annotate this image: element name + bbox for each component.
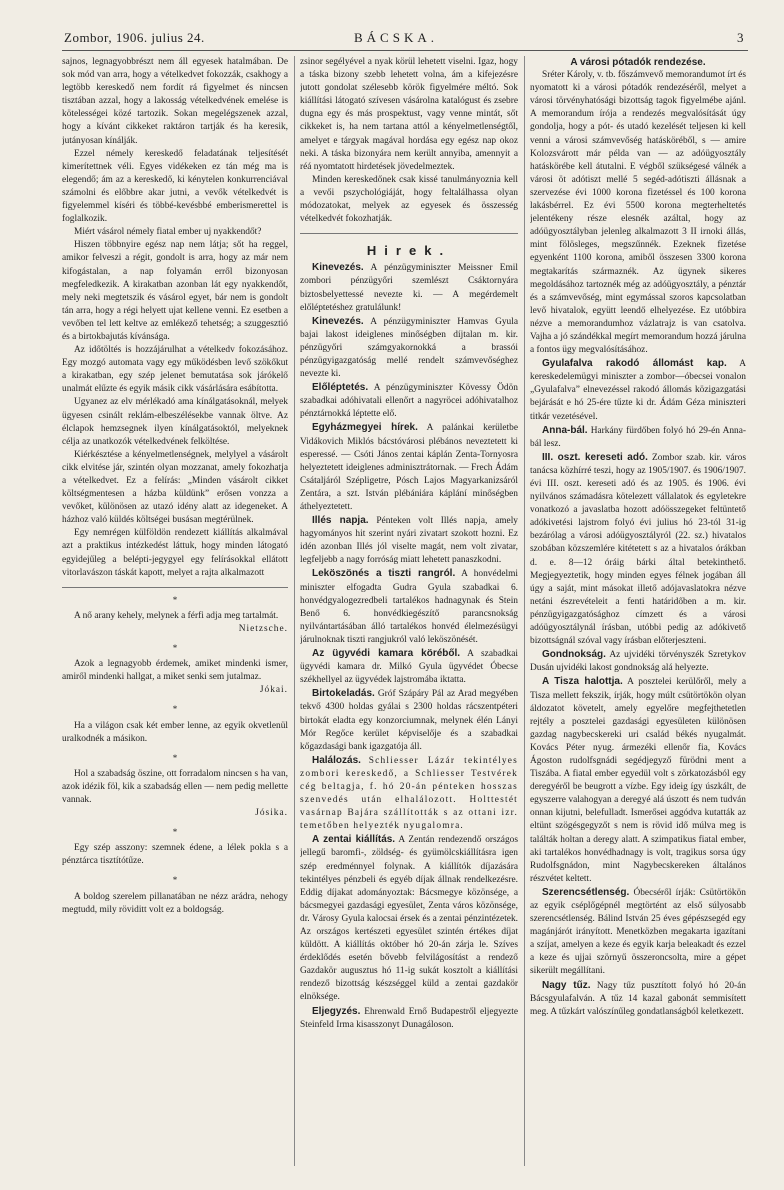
article-paragraph: Egy nemrégen külföldön rendezett kiállítás alkalmával azt a praktikus intézkedést láttuk, hogy minden látogató egyidejűleg a belépti-jegygyel egy felírásokkal ellátott vitorlavászon táskát kapott, melyet a rajta alkalmazott xyxy=(62,528,288,578)
quote: A boldog szerelem pillanatában ne nézz arádra, nehogy megtudd, mily röviditt volt ez a boldogság. xyxy=(62,891,288,915)
article-paragraph: Miért vásárol némely fiatal ember uj nyakkendőt? xyxy=(74,227,262,238)
news-text: A pénzügyminiszter Meissner Emil zombori pénzügyőri szemlészt Csáktornyára biztosbelyettessé nevezte ki. — A megérdemelt előléptetéshez gratulálunk! xyxy=(300,263,518,313)
news-text: Az ujvidéki törvényszék Szretykov Dusán ujvidéki lakost gondnokság alá helyezte. xyxy=(530,650,746,674)
quote-separator: * xyxy=(172,643,178,654)
quote: Egy szép asszony: szemnek édene, a lélek pokla s a pénztárca tisztítótűze. xyxy=(62,843,288,867)
news-heading: Birtokeladás. xyxy=(312,688,375,700)
news-text: A posztelei kerülőről, mely a Tisza mellett fekszik, írják, hogy múlt csütörtökön olyan áldozatot követelt, amely egyelőre megfejthetetlen rejtély a posztelei gazdasági egyesületen különösen gazdag nagybecskereki uri család békés nyugalmát. Kovács Péter nyug. ármezéki ellenőr fia, Kovács Ágoston rudolfsgnádi segédjegyző fürödni ment a Tiszába. A fiatal ember egyedül volt s zörkatozásból egy deregyéről be beugrott a vízbe. Egy ideig így úszkált, de egyszerre valahogyan a deregyé alá úszott és nem tudván onnan kijutni, belefulladt. Ismerősei aggódva kutatták az eltünt szögésgegyzőt s nem is rövid idő múlva meg is találták holtan a deregy alatt. A szimpatikus fiatal ember, aki tartalékos honvédhadnagy is volt, tragikus sorsa úgy Rudolfsgnádon, mint Nagybecskereken általános részvétet keltett. xyxy=(530,677,746,884)
news-heading: III. oszt. kereseti adó. xyxy=(542,451,648,463)
news-text: A palánkai kerületbe Vidákovich Miklós bácstóvárosi plébános neveztetett ki esperessé. — Csóti János zentai káplán Zenta-Tornyosra helyeztetett ideiglenes adminisztrátornak. — Frech Ádám Csátaljáról Szépligetre, Pósch Lajos Magyarkanizsáról Zentára, a szt. István plébániára káplání minőségben áthelyeztetett. xyxy=(300,423,518,512)
quote: Ha a világon csak két ember lenne, az egyik okvetlenül uralkodnék a másikon. xyxy=(62,720,288,744)
quote-separator: * xyxy=(172,827,178,838)
quote-separator: * xyxy=(172,704,178,715)
news-text: Pénteken volt Illés napja, amely hagyományos hit szerint nyári zivatart szokott hozni. Ez idén azonban Illés jól viselte magát, nem volt zivatar, legfeljebb a nagy forróság miatt lehetett panaszkodni. xyxy=(300,516,518,566)
news-heading: A zentai kiállítás. xyxy=(312,834,396,846)
news-text: A Zentán rendezendő országos jellegű baromfi-, zöldség- és gyümölcskiállításra igen szép eredménnyel folynak. A kiállítók díjazására tekintélyes pénzbeli és egyéb díjak állnak rendelkezésre. Eddig díjakat adományoztak: Bácsmegye közönsége, a bácsmegyei gazdasági egyesület, Zenta város közönsége, dr. Városy Gyula kalocsai érsek és a zentai pénzintézetek. Az országos kertészeti egyesület szintén értékes díjat küldött. A kiállítás október hó 20-án zárja le. Szíves érdeklődés esetén bővebb felvilágosítást a rendező Gazdakör augusztus hó 11-ig sukát kosztolt a kiállítási rendező bizottság készséggel küld a zentai gazdakör elnöksége. xyxy=(300,835,518,1003)
news-text: A honvédelmi miniszter elfogadta Gudra Gyula szabadkai 6. honvédgyalogezredbeli tartalékos hadnagynak és Stein Benő 6. honvédkiegészítő parancsnokság nyilvántartásában álló tartalékos honvéd élelmezésügyi járulnoknak tiszti rangjukról való leköszönését. xyxy=(300,569,518,645)
column-3 xyxy=(530,56,746,1182)
quote: A nő arany kehely, melynek a férfi adja meg tartalmát. xyxy=(74,610,279,621)
news-text: Harkány fürdőben folyó hó 29-én Anna-bál lesz. xyxy=(530,425,746,449)
quote-separator: * xyxy=(172,752,178,763)
news-text: A pénzügyminiszter Kövessy Ödön szabadkai adóhivatali ellenőrt a nagyröcei adóhivatalhoz pénztárnokká léptette elő. xyxy=(300,383,518,420)
news-heading: Gyulafalva rakodó állomást kap. xyxy=(542,358,727,370)
quote-separator: * xyxy=(172,594,178,605)
column-divider xyxy=(524,56,525,1166)
news-heading: Anna-bál. xyxy=(542,424,588,436)
news-heading: Kinevezés. xyxy=(312,262,364,274)
news-text: Gróf Szápáry Pál az Arad megyében tekvő 4300 holdas gyálai s 2300 holdas rácszentpéteri birtokát eladta egy konzorciumnak, melynek élén Lányi Mór Regőce kerület képviselője és a szabadkai kőgazdasági bank igazgatója áll. xyxy=(300,689,518,752)
news-heading: Kinevezés. xyxy=(312,315,364,327)
column-1 xyxy=(62,56,288,1182)
news-heading: A Tisza halottja. xyxy=(542,676,623,688)
article-paragraph: Ezzel némely kereskedő feladatának teljesítését kimerítettnek véli. Egyes vidékeken ez tán még ma is elegendő; ám az a kereskedő, ki kénytelen konkurrenciával számolni és előbbre akar jutni, a vevők vételkedvét is figyelemmel kíséri és többé-kevésbbé emberismerettel is foglalkozik. xyxy=(62,148,288,225)
header-rule xyxy=(62,50,748,51)
news-text: Ehrenwald Ernő Budapestről eljegyezte Steinfeld Irma kisasszonyt Dunagáloson. xyxy=(300,1006,518,1030)
article-paragraph: Hiszen többnyire egész nap nem látja; sőt ha reggel, amikor felveszi a régit, gondolt is arra, hogy az már nem kifogástalan, a nap folyamán erről bizonyosan megfeledkezik. A kirakatban azonban lát egy nyakkendőt, mely neki megtetszik és vásárol egyet, bár nem is gondolt tán arra, hogy a régi helyett ujat kellene venni. Ez esetben a vevőben tel lett keltve az emlékező tehetség; a szuggesztió és a birtokbajutás kívánsága. xyxy=(62,240,288,342)
quote-separator: * xyxy=(172,875,178,886)
news-heading: Gondnokság. xyxy=(542,649,606,661)
news-text: Schliesser Lázár tekintélyes zombori kereskedő, a Schliesser Testvérek cég beltagja, f. hó 20-án pénteken hosszas szenvedés után elhalálozott. Holttestét vasárnap Bajára szállították s az ottani izr. temetőben helyezték nyugalomra. xyxy=(300,755,518,832)
news-heading: Az ügyvédi kamara köréből. xyxy=(312,648,461,660)
column-2 xyxy=(300,56,518,1182)
quote-author: Jókai. xyxy=(259,685,288,696)
news-text: Zombor szab. kir. város tanácsa közhírré teszi, hogy az 1905/1907. és 1906/1907. évi III. oszt. kereseti adó és az 1905. és 1906. évi nyilvános számadásra kötelezett vállalatok és egyletekre vonatkozó a javaslatba hozott adóösszegeket feltüntető adókivetési lajstrom folyó évi julius hó 23-tól 31-ig bezárólag a városi adóügyosztályról (22. sz.) hivatalos szobában közszemlére kitétetett s az a hivatalos órákban d. e. 8—12 óráig bárki által betekinthető. Megjegyeztetik, hogy minden egyes félnek jogában áll úgy a saját, mint másokat illető adójavaslatokra nézve netáni észrevételeit a fenti határidőben a m. kir. pénzügyigazgatósághoz címzett és a városi adóügyosztálynál írásban, utóbbi pedig az adókivető bizottságnál szóval vagy írásban előterjeszteni. xyxy=(530,452,746,647)
news-text: Nagy tűz pusztított folyó hó 20-án Bácsgyulafalván. A tűz 14 kazal gabonát semmisített meg. A tűzkárt valószínűleg gondatlanságból keletkezett. xyxy=(530,980,746,1017)
column-divider xyxy=(294,56,295,1166)
header-title: BÁCSKA. xyxy=(354,30,438,45)
quote-author: Nietzsche. xyxy=(238,623,288,634)
article-paragraph: sajnos, legnagyobbrészt nem áll egyesek hatalmában. De sok mód van arra, hogy a vételkedvet fokozzák, csakhogy a legtöbb kereskedő nem fordít rá figyelmet és nincsen tisztában azzal, hogy a lakosság vételkedvének emelése is kötelességei közé tartozik. Sokan megelégszenek azzal, hogy a kívánt cikkeket raktáron tartják és ha keresik, jutányosan kínálják. xyxy=(62,57,288,146)
article-paragraph: Sréter Károly, v. tb. főszámvevő memorandumot írt és nyomatott ki a városi pótadók rendezéséről, melyet a városi törvényhatósági bizottság tagok figyelmébe ajánl. A memorandum írója a rendezés megvalósítását úgy gondolja, hogy a pót- és utadó kezelését teljesen ki kell venni a városi számvevőség hatásköréből, s — amire Kolozsvárott már példa van — az adóügyosztály hatáskörébe kell átutalni. E végből szükségesé válnék a városi öt adótiszt mellé 5 segéd-adótiszti állásnak a szervezése évi 1000 korona fizetéssel és 100 korona lakásbérrel. Ez évi 5500 korona megterheltetés jelentékeny része elesnék azáltal, hogy az adóügyosztályban jelenleg alkalmazott 3 II irnoki állás, mint fölösleges, megszűnnék. Ezeknek fizetése egyenként 1100 korona, amiből összesen 3300 korona megtakarítás származnék. Az ügynek sikeres megoldásához tartoznék még az adóügyosztály, a pénztár és a számvevőség, mint egymással szoros kapcsolatban levő hivatalok, együtt leendő elhelyezése. Ez utóbbira nézve a memorandumhoz vázlatrajz is van csatolva. Vajha a jó szándékkal megírt memorandum hozzá járulna a fontos ügy megvalósításához. xyxy=(530,70,746,356)
header-page-number: 3 xyxy=(737,30,744,45)
news-heading: Egyházmegyei hírek. xyxy=(312,422,418,434)
article-paragraph: Az időtöltés is hozzájárulhat a vételkedv fokozásához. Egy mozgó automata vagy egy működésben levő szökőkut a kirakatban, egy szép jelenet bemutatása sok járókelő unalmát elűzte és egyik másik cikk vásárlására esábította. xyxy=(62,345,288,395)
section-divider xyxy=(300,233,518,234)
article-paragraph: Kiérkésztése a kényelmetlenségnek, melylyel a vásárolt cikk elvitése jár, szintén olyan mozzanat, amely fokozhatja a vételkedvet. Ez a felírás: „Minden vásárolt cikket költségmentesen a házba küldünk” erősen vonzza a vevőket, különösen az utazó idény alatt az idegeneket. A házhoz való küldés költségei busásan megtérülnek. xyxy=(62,449,288,526)
article-title: A városi pótadók rendezése. xyxy=(570,57,706,68)
news-text: A pénzügyminiszter Hamvas Gyula bajai lakost ideiglenes minőségben díjtalan m. kir. pénzügyőri számgyakornokká a brassói pénzügyigazgatóság mellé rendelt számvevőséghez nevezte ki. xyxy=(300,316,518,380)
article-paragraph: zsinor segélyével a nyak körül lehetett viselni. Igaz, hogy a táska bizony szebb lehetett volna, ám a kifejezésre jutott gondolat szélesebb körök figyelmére méltó. Sok kiállítási látogató szívesen vásárolna katalógust és zsebre dugna egy és más prospektust, vagy venne mintát, sőt cikkeket is, ha nem tartana attól a kényelmetlenségtől, amelyet e tárgyak magával hordása egy egész nap okoz neki. A táska bizonyára nem került annyiba, amennyit a réá nyomtatott hirdetések jövedelmeztek. xyxy=(300,57,518,172)
news-text: Óbecséről írják: Csütörtökön az egyik cséplőgépnél megtörtént az első súlyosabb szerencsétlenség. Bálind István 25 éves gépészsegéd egy magánjárót irányított. Menetközben megakarta igazítani a szíjat, amelyen a keze és egyik karja beleakadt és ezzel a keze és ujjai szörnyű összeroncsolta, mire a gépet sikerült megállítani. xyxy=(530,887,746,977)
article-paragraph: Ugyanez az elv mérlékadó ama kínálgatásoknál, melyek ügyesen csinált reklám-elbeszélésekbe vannak öltve. Az élclapok hemzsegnek ilyen kínálgatásoktól, melyeknek célja az unatkozók vételkedvének felköltése. xyxy=(62,397,288,447)
news-heading: Nagy tűz. xyxy=(542,979,591,991)
article-paragraph: Minden kereskedőnek csak kissé tanulmányoznia kell a vevői pszychológiáját, hogy feltalálhassa olyan módozatokat, melyek az egyesek és összesség vételkedvét fokozhatják. xyxy=(300,174,518,225)
news-heading: Szerencsétlenség. xyxy=(542,886,630,898)
news-text: A szabadkai ügyvédi kamara dr. Milkó Gyula ügyvédet Óbecse székhellyel az ügyvédek lajstromába iktatta. xyxy=(300,649,518,686)
quote: Hol a szabadság öszine, ott forradalom nincsen s ha van, azok idézik föl, kik a szabadság ellen — nem pedig mellette vannak. xyxy=(62,768,288,805)
header-date: Zombor, 1906. julius 24. xyxy=(64,30,205,45)
news-section-title: Hirek. xyxy=(366,243,452,259)
news-heading: Eljegyzés. xyxy=(312,1005,361,1017)
quote-author: Jósika. xyxy=(255,808,288,819)
quote: Azok a legnagyobb érdemek, amiket mindenki ismer, amiről mindenki hallgat, a miket senki sem jutalmaz. xyxy=(62,659,288,683)
news-heading: Leköszönés a tiszti rangról. xyxy=(312,568,456,580)
news-heading: Halálozás. xyxy=(312,754,361,766)
news-text: A kereskedelemügyi miniszter a zombor—óbecsei vonalon „Gyulafalva” elnevezéssel rakodó állomás közigazgatási bejárását e hó 25-ére tűzte ki dr. Ádám Géza miniszteri titkár vezetésével. xyxy=(530,359,746,422)
page-header xyxy=(64,30,744,48)
section-divider xyxy=(62,587,288,588)
news-heading: Illés napja. xyxy=(312,515,369,527)
news-heading: Előléptetés. xyxy=(312,382,369,394)
